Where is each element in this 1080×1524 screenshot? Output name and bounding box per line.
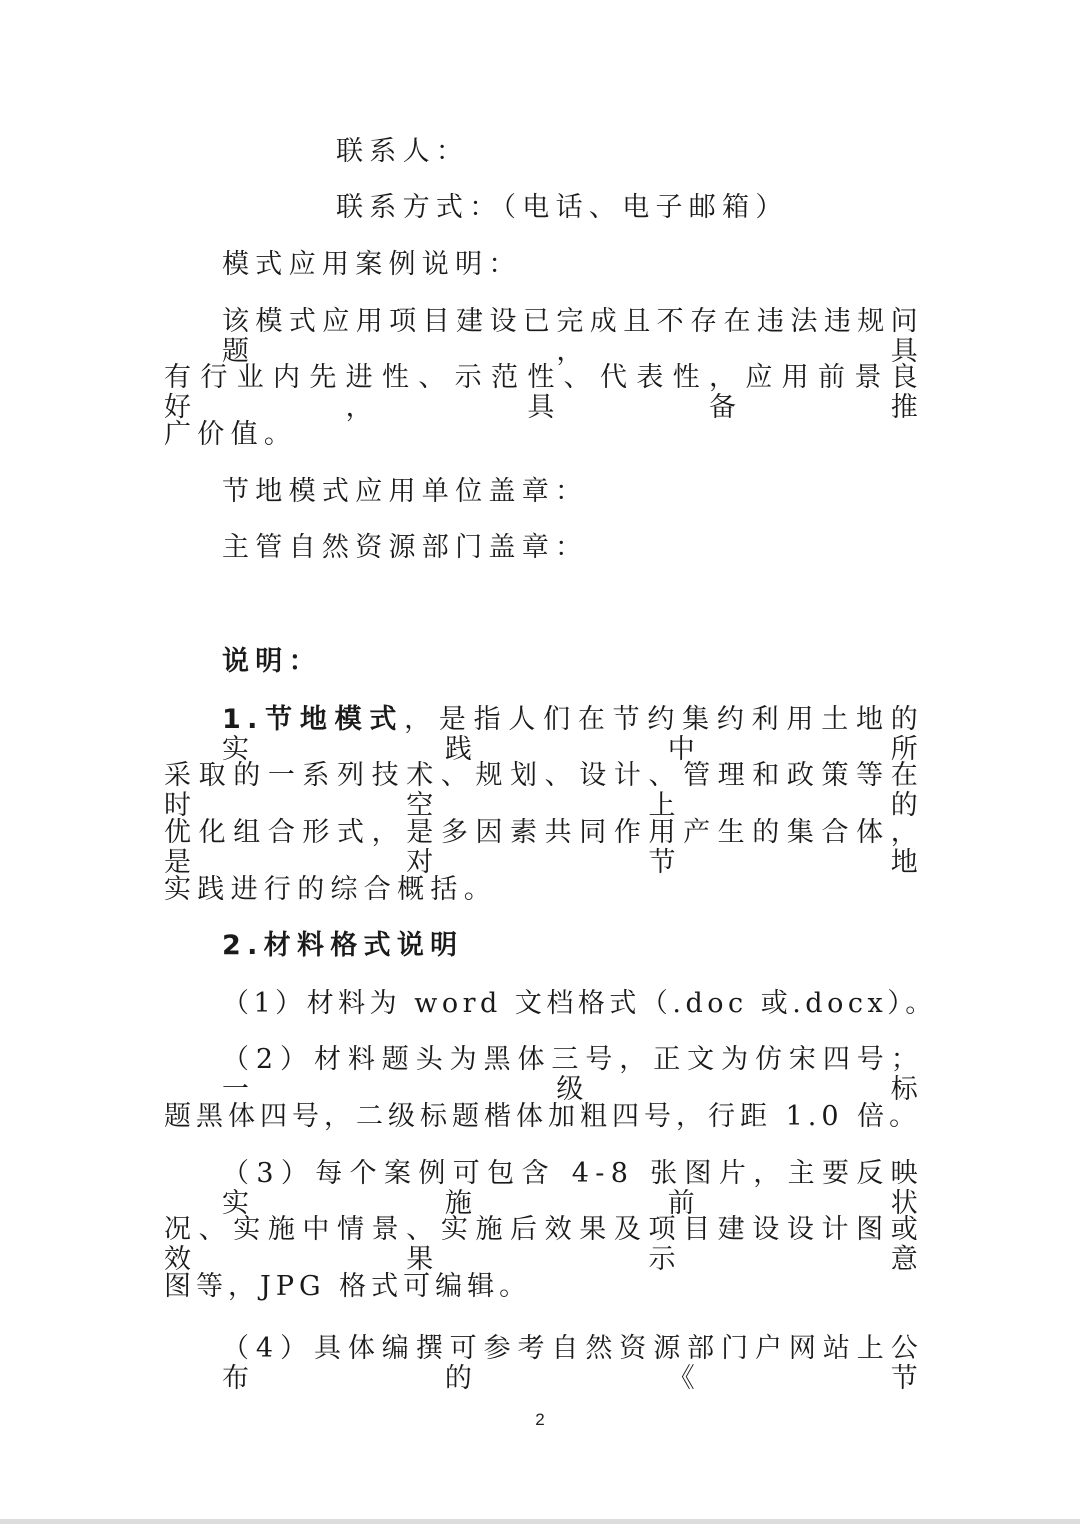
page-number: 2: [535, 1410, 545, 1429]
seal-unit-label: 节地模式应用单位盖章：: [222, 476, 589, 507]
seal-department-label: 主管自然资源部门盖章：: [222, 532, 589, 563]
case-body-line: 该模式应用项目建设已完成且不存在违法违规问题，具: [222, 306, 924, 367]
note-sub-2-line: （2）材料题头为黑体三号，正文为仿宋四号；一级标: [222, 1044, 924, 1105]
note-item-1-lead: 1.节地模式: [222, 704, 405, 735]
note-sub-3-line: 图等，JPG 格式可编辑。: [164, 1271, 532, 1302]
case-body-line: 有行业内先进性、示范性、代表性，应用前景良好，具备推: [164, 362, 924, 423]
notes-heading: 说明：: [222, 646, 322, 677]
note-sub-2-line: 题黑体四号，二级标题楷体加粗四号，行距 1.0 倍。: [164, 1101, 922, 1132]
note-item-2-heading: 2.材料格式说明: [222, 930, 464, 961]
note-item-1-text: ，是指人们在节约集约利用土地的实践中所: [222, 704, 925, 765]
contact-person-label: 联系人：: [336, 136, 470, 167]
note-sub-3-line: （3）每个案例可包含 4-8 张图片，主要反映实施前状: [222, 1158, 924, 1219]
contact-method-label: 联系方式：（电话、电子邮箱）: [336, 192, 789, 223]
note-sub-4: （4）具体编撰可参考自然资源部门户网站上公布的《节: [222, 1333, 924, 1394]
case-body-line: 广价值。: [164, 419, 298, 450]
note-item-1-line: 优化组合形式，是多因素共同作用产生的集合体，是对节地: [164, 817, 924, 878]
note-sub-3-line: 况、实施中情景、实施后效果及项目建设设计图或效果示意: [164, 1214, 924, 1275]
page-bottom-edge: [0, 1519, 1080, 1524]
note-item-1-first-line: [222, 705, 924, 765]
note-item-1-line: 实践进行的综合概括。: [164, 874, 497, 905]
note-item-1-line: 采取的一系列技术、规划、设计、管理和政策等在时空上的: [164, 760, 924, 821]
case-heading: 模式应用案例说明：: [222, 249, 522, 280]
note-sub-1: （1）材料为 word 文档格式（.doc 或.docx）。: [222, 988, 937, 1019]
